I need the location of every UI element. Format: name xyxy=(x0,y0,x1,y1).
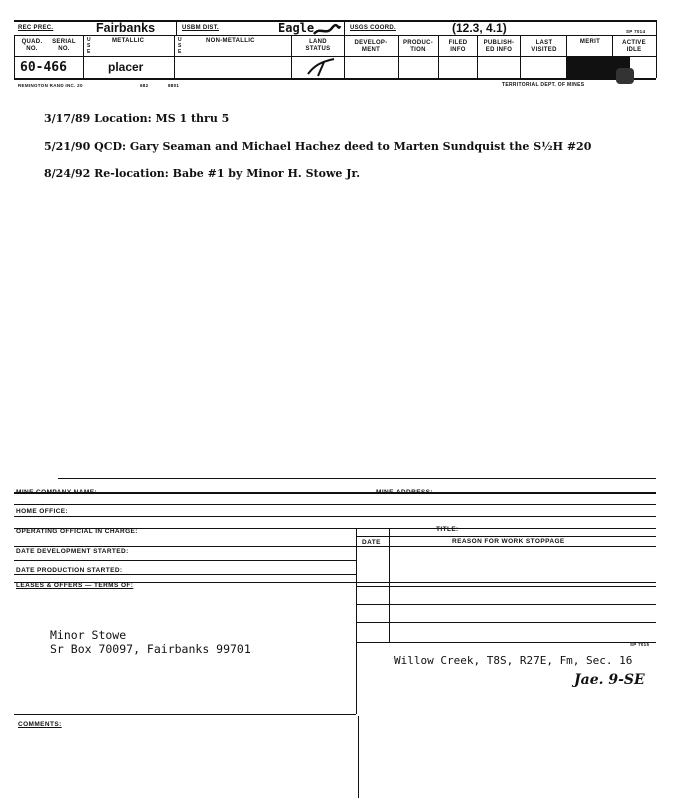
date-production-started-label: DATE PRODUCTION STARTED: xyxy=(16,567,123,574)
card-footer-mid-1: 682 xyxy=(140,83,149,88)
col-metallic: METALLIC xyxy=(112,38,145,44)
redacted-block-smudge xyxy=(616,68,634,84)
card-footer-left: REMINGTON RAND INC. 20 xyxy=(18,83,83,88)
col-production: PRODUC-TION xyxy=(402,40,434,53)
col-published-info: PUBLISH-ED INFO xyxy=(483,40,515,53)
card-footer-right: TERRITORIAL DEPT. OF MINES xyxy=(502,82,585,88)
reason-label: REASON FOR WORK STOPPAGE xyxy=(452,538,565,545)
col-active-idle: ACTIVE IDLE xyxy=(622,40,646,53)
handwritten-note: Jae. 9-SE xyxy=(574,672,645,688)
usgs-coord-label: USGS COORD. xyxy=(350,25,396,31)
location-text: Willow Creek, T8S, R27E, Fm, Sec. 16 xyxy=(394,654,633,667)
form-number-bottom: SP 7015 xyxy=(630,642,650,647)
col-serial-no: SERIAL NO. xyxy=(52,39,76,52)
usbm-dist-label: USBM DIST. xyxy=(182,25,220,31)
operating-official-label: OPERATING OFFICIAL IN CHARGE: xyxy=(16,528,138,535)
leases-offers-label: LEASES & OFFERS — TERMS OF: xyxy=(16,582,134,589)
quad-serial-value: 60-466 xyxy=(20,60,67,75)
rec-prec-label: REC PREC. xyxy=(18,25,54,31)
col-non-metallic: NON-METALLIC xyxy=(206,38,255,44)
ink-mark-icon xyxy=(312,22,342,38)
col-last-visited: LAST VISITED xyxy=(531,40,557,53)
col-merit: MERIT xyxy=(579,39,601,45)
usbm-dist-value: Eagle xyxy=(278,21,315,35)
note-line-1: 3/17/89 Location: MS 1 thru 5 xyxy=(44,112,230,125)
col-filed-info: FILED INFO xyxy=(448,40,468,53)
col-land-status: LAND STATUS xyxy=(305,39,331,52)
metallic-value: placer xyxy=(108,60,144,74)
note-line-2: 5/21/90 QCD: Gary Seaman and Michael Hachez deed to Marten Sundquist the S½H #20 xyxy=(44,140,592,153)
home-office-label: HOME OFFICE: xyxy=(16,508,69,515)
col-use-1: USE xyxy=(87,37,91,55)
mine-company-name-label: MINE COMPANY NAME: xyxy=(16,489,97,496)
note-line-3: 8/24/92 Re-location: Babe #1 by Minor H. Stowe Jr. xyxy=(44,167,361,180)
land-status-checkmark-icon xyxy=(304,56,338,78)
date-label: DATE xyxy=(362,539,381,546)
col-development: DEVELOP-MENT xyxy=(354,40,388,53)
title-label: TITLE: xyxy=(436,526,459,533)
comments-label: COMMENTS: xyxy=(18,721,62,728)
district-value: Fairbanks xyxy=(96,21,156,35)
col-quad-no: QUAD. NO. xyxy=(21,39,43,52)
owner-address: Sr Box 70097, Fairbanks 99701 xyxy=(50,642,251,656)
col-use-2: USE xyxy=(178,37,182,55)
form-number-top: SP 7014 xyxy=(626,29,646,34)
usgs-coord-value: (12.3, 4.1) xyxy=(452,21,507,35)
card-footer-mid-2: 8801 xyxy=(168,83,180,88)
mine-address-label: MINE ADDRESS: xyxy=(376,489,433,496)
owner-name: Minor Stowe xyxy=(50,628,127,642)
date-development-started-label: DATE DEVELOPMENT STARTED: xyxy=(16,548,129,555)
